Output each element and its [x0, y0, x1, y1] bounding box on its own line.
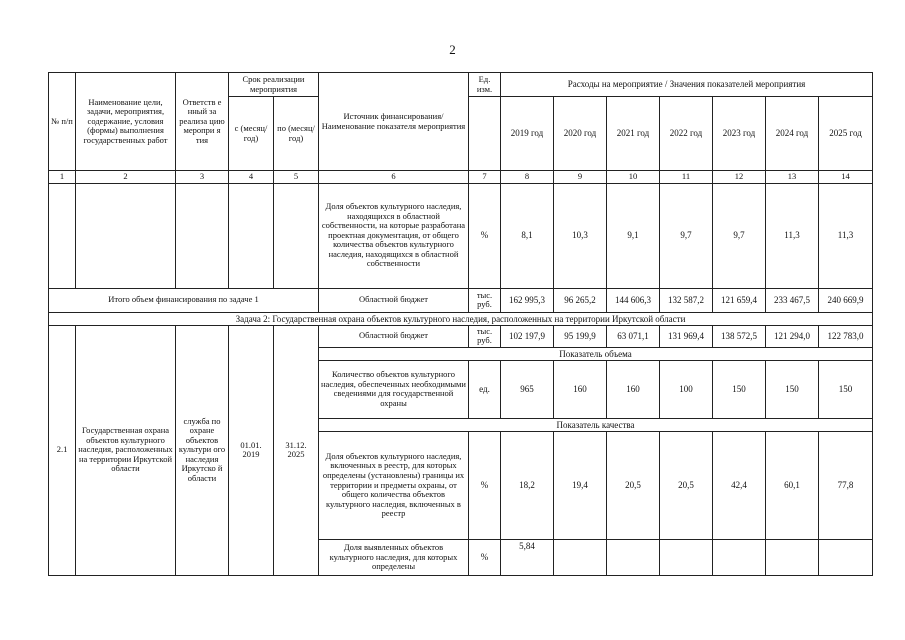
column-number: 2 — [76, 171, 176, 184]
column-number: 3 — [176, 171, 229, 184]
indicator-unit: % — [469, 431, 501, 539]
indicator-name: Доля выявленных объектов культурного наследия, для которых определены — [319, 539, 469, 575]
value-cell — [713, 539, 766, 575]
indicator-name: Количество объектов культурного наследия, обеспеченных необходимыми сведениями для государственной охраны — [319, 360, 469, 418]
table-row — [49, 183, 873, 288]
value-cell: 121 294,0 — [766, 325, 819, 347]
header-name: Наименование цели, задачи, мероприятия, содержание, условия (формы) выполнения государственных работ — [76, 73, 176, 171]
header-unit: Ед. изм. — [469, 73, 501, 97]
date-from: 01.01. 2019 — [229, 325, 274, 575]
value-cell: 965 — [501, 360, 554, 418]
value-cell: 144 606,3 — [607, 288, 660, 312]
header-year: 2019 год — [501, 97, 554, 171]
value-cell: 20,5 — [607, 431, 660, 539]
value-cell: 233 467,5 — [766, 288, 819, 312]
measure-name: Государственная охрана объектов культурного наследия, расположенных на территории Иркутской области — [76, 325, 176, 575]
header-to: по (месяц/ год) — [274, 97, 319, 171]
value-cell — [819, 539, 873, 575]
indicator-name: Доля объектов культурного наследия, находящихся в областной собственности, на которые разработана проектная документация, от общего количества объектов культурного наследия, находящихся в областной собственности — [319, 183, 469, 288]
indicator-unit: % — [469, 539, 501, 575]
value-cell: 102 197,9 — [501, 325, 554, 347]
header-year: 2023 год — [713, 97, 766, 171]
value-cell: 150 — [766, 360, 819, 418]
value-cell: 60,1 — [766, 431, 819, 539]
header-expenses: Расходы на мероприятие / Значения показателей мероприятия — [501, 73, 873, 97]
indicator-unit: % — [469, 183, 501, 288]
column-number: 6 — [319, 171, 469, 184]
value-cell: 122 783,0 — [819, 325, 873, 347]
column-number: 4 — [229, 171, 274, 184]
program-table — [48, 72, 873, 576]
quality-subheader: Показатель качества — [319, 418, 873, 431]
value-cell: 9,1 — [607, 183, 660, 288]
value-cell: 121 659,4 — [713, 288, 766, 312]
header-row-1 — [49, 73, 873, 97]
header-responsible: Ответств е нный за реализа цию меропри я тия — [176, 73, 229, 171]
value-cell: 20,5 — [660, 431, 713, 539]
total-label: Итого объем финансирования по задаче 1 — [49, 288, 319, 312]
total-unit: тыс. руб. — [469, 288, 501, 312]
header-year: 2022 год — [660, 97, 713, 171]
value-cell: 95 199,9 — [554, 325, 607, 347]
header-num: № п/п — [49, 73, 76, 171]
task-title-row — [49, 312, 873, 325]
indicator-unit: ед. — [469, 360, 501, 418]
column-number: 14 — [819, 171, 873, 184]
value-cell: 96 265,2 — [554, 288, 607, 312]
column-number: 13 — [766, 171, 819, 184]
column-number: 12 — [713, 171, 766, 184]
total-source: Областной бюджет — [319, 288, 469, 312]
page-number: 2 — [449, 42, 456, 57]
volume-subheader: Показатель объема — [319, 347, 873, 360]
value-cell: 100 — [660, 360, 713, 418]
value-cell: 77,8 — [819, 431, 873, 539]
table-row — [49, 325, 873, 347]
value-cell — [660, 539, 713, 575]
value-cell: 150 — [819, 360, 873, 418]
column-number: 5 — [274, 171, 319, 184]
value-cell: 138 572,5 — [713, 325, 766, 347]
value-cell: 5,84 — [501, 539, 554, 575]
value-cell: 9,7 — [713, 183, 766, 288]
column-number: 8 — [501, 171, 554, 184]
value-cell: 8,1 — [501, 183, 554, 288]
value-cell: 240 669,9 — [819, 288, 873, 312]
column-number: 1 — [49, 171, 76, 184]
budget-unit: тыс. руб. — [469, 325, 501, 347]
column-number: 7 — [469, 171, 501, 184]
responsible: служба по охране объектов культури ого наследия Иркутско й области — [176, 325, 229, 575]
budget-source: Областной бюджет — [319, 325, 469, 347]
value-cell: 11,3 — [819, 183, 873, 288]
value-cell: 11,3 — [766, 183, 819, 288]
value-cell: 9,7 — [660, 183, 713, 288]
column-number: 9 — [554, 171, 607, 184]
header-year: 2024 год — [766, 97, 819, 171]
value-cell — [607, 539, 660, 575]
value-cell: 10,3 — [554, 183, 607, 288]
header-period: Срок реализации мероприятия — [229, 73, 319, 97]
value-cell: 42,4 — [713, 431, 766, 539]
header-year: 2025 год — [819, 97, 873, 171]
value-cell: 160 — [554, 360, 607, 418]
value-cell: 162 995,3 — [501, 288, 554, 312]
value-cell: 18,2 — [501, 431, 554, 539]
column-number: 10 — [607, 171, 660, 184]
value-cell — [766, 539, 819, 575]
task-title: Задача 2: Государственная охрана объектов культурного наследия, расположенных на территории Иркутской области — [49, 312, 873, 325]
column-number: 11 — [660, 171, 713, 184]
value-cell: 131 969,4 — [660, 325, 713, 347]
header-source: Источник финансирования/ Наименование показателя мероприятия — [319, 73, 469, 171]
indicator-name: Доля объектов культурного наследия, включенных в реестр, для которых определены (установлены) границы их территории и предметы охраны, от общего количества объектов культурного наследия, включенных в реестр — [319, 431, 469, 539]
value-cell: 19,4 — [554, 431, 607, 539]
column-number-row — [49, 171, 873, 184]
date-to: 31.12. 2025 — [274, 325, 319, 575]
value-cell: 132 587,2 — [660, 288, 713, 312]
row-number: 2.1 — [49, 325, 76, 575]
header-unit-blank — [469, 97, 501, 171]
total-row — [49, 288, 873, 312]
header-year: 2020 год — [554, 97, 607, 171]
value-cell — [554, 539, 607, 575]
value-cell: 160 — [607, 360, 660, 418]
header-from: с (месяц/ год) — [229, 97, 274, 171]
header-year: 2021 год — [607, 97, 660, 171]
value-cell: 150 — [713, 360, 766, 418]
value-cell: 63 071,1 — [607, 325, 660, 347]
